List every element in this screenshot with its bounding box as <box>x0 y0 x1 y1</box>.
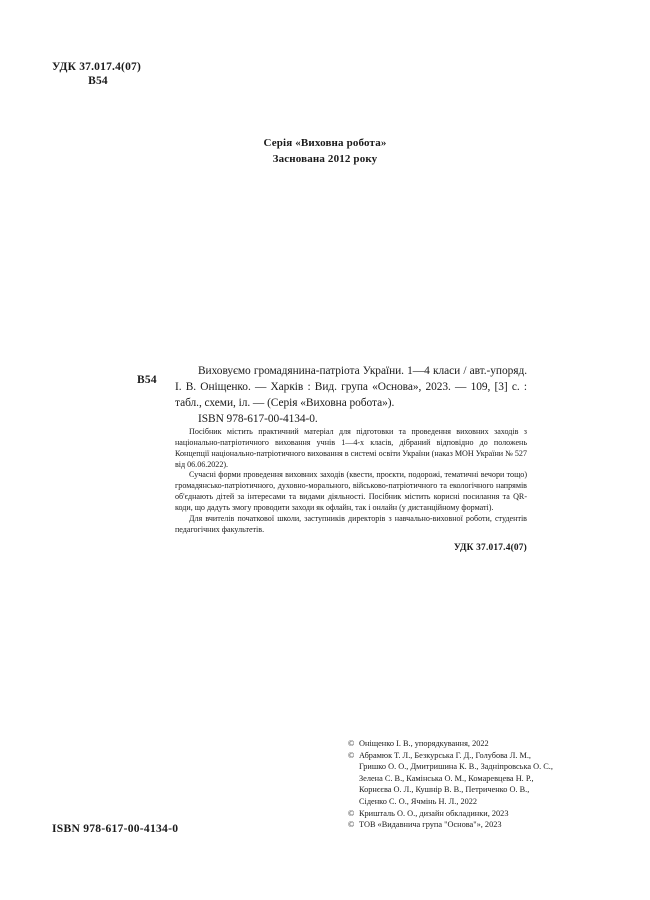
annotation-paragraph-2: Сучасні форми проведення виховних заходів (квести, проєкти, подорожі, тематичні вечори тощо) громадянсько-патріотичного, духовно-морального, військово-патріотичного та екологічного напрямів об'єднають дітей за інтересами та видами діяльності. Посібник містить корисні посилання та QR-коди, що дадуть змогу проводити заходи як офлайн, так і онлайн (у дистанційному форматі). <box>175 470 527 512</box>
copyright-line: Оніщенко І. В., упорядкування, 2022 <box>359 739 489 748</box>
series-founded: Заснована 2012 року <box>272 152 378 165</box>
shelf-mark-record: В54 <box>137 374 157 386</box>
copyright-text <box>359 738 618 750</box>
bibliographic-entry: Виховуємо громадянина-патріота України. 1—4 класи / авт.-упоряд. І. В. Оніщенко. — Харків : Вид. група «Основа», 2023. — 109, [3] с. : табл., схеми, іл. — (Серія «Виховна робота»). <box>175 365 527 409</box>
udk-code: УДК 37.017.4(07) <box>52 61 142 73</box>
copyright-icon: © <box>348 808 355 818</box>
copyright-item <box>348 750 618 808</box>
udk-code-record: УДК 37.017.4(07) <box>453 543 527 554</box>
copyright-line: ТОВ «Видавнича група "Основа"», 2023 <box>359 820 502 830</box>
copyright-line: Зелена С. В., Камінська О. М., Комаревцева Н. Р., <box>359 773 534 783</box>
isbn-bottom: ISBN 978-617-00-4134-0 <box>52 822 179 835</box>
isbn-record: ISBN 978-617-00-4134-0. <box>198 413 318 425</box>
bibliographic-record <box>137 363 527 553</box>
copyright-item <box>348 808 618 820</box>
copyright-item <box>348 738 618 750</box>
annotation-paragraph-1: Посібник містить практичний матеріал для підготовки та проведення виховних заходів з національно-патріотичного виховання учнів 1—4-х класів, дібраний відповідно до положень Концепції національно-патріотичного виховання в системі освіти України (наказ МОН України № 527 від 06.06.2022). <box>175 427 527 469</box>
copyright-line: Корнєєва О. Л., Кушнір В. В., Петриченко О. В., <box>359 785 530 795</box>
annotation-paragraph-3: Для вчителів початкової школи, заступників директорів з навчально-виховної роботи, студентів педагогічних факультетів. <box>175 513 527 534</box>
copyright-text <box>359 819 618 831</box>
copyright-icon: © <box>348 820 355 830</box>
copyright-icon: © <box>348 739 355 748</box>
series-block <box>0 136 650 167</box>
copyright-line: Сіденко С. О., Ячмінь Н. Л., 2022 <box>359 796 478 806</box>
record-body <box>175 363 527 553</box>
copyright-item <box>348 819 618 831</box>
udk-top-block <box>52 60 144 88</box>
copyright-block <box>348 738 618 831</box>
copyright-line: Гришко О. О., Дмитришина К. В., Задніпровська О. С., <box>359 762 553 772</box>
series-name: Серія «Виховна робота» <box>263 137 387 149</box>
copyright-line: Кришталь О. О., дизайн обкладинки, 2023 <box>359 808 509 818</box>
copyright-text <box>359 808 618 820</box>
copyright-icon: © <box>348 750 355 760</box>
copyright-text <box>359 750 618 808</box>
shelf-mark-top: В54 <box>88 75 108 87</box>
copyright-line: Абрамюк Т. Л., Безкурська Г. Д., Голубова Л. М., <box>359 750 531 760</box>
